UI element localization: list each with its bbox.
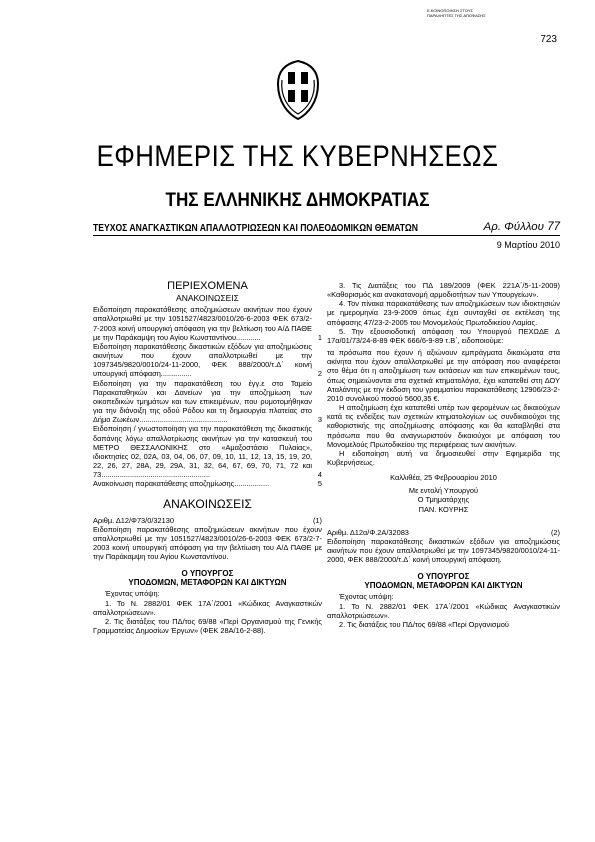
ministry-name-1: ΥΠΟΔΟΜΩΝ, ΜΕΤΑΦΟΡΩΝ ΚΑΙ ΔΙΚΤΥΩΝ <box>128 578 287 588</box>
toc-heading: ΠΕΡΙΕΧΟΜΕΝΑ <box>167 280 248 292</box>
header-rule <box>93 235 560 236</box>
deposit-note: Η αποζημίωση έχει κατατεθεί υπέρ των φερομένων ως δικαιούχων κατά τις ενδείξεις των σχετικών κτηματολογίων ως συνδικαιούχοι της καθοριστικής της αποζημίωσης απόφασης και θα καταβληθεί στα πρόσωπα που θα αναγνωριστούν δικαιούχοι με απόφαση του Μονομελούς Πρωτοδικείου της περιφέρειας των ακινήτων. <box>327 403 560 449</box>
signature-date: Καλλιθέα, 25 Φεβρουαρίου 2010 <box>390 473 497 483</box>
publish-note: Η ειδοποίηση αυτή να δημοσιευθεί στην Εφημερίδα της Κυβερνήσεως. <box>327 448 560 467</box>
greek-coat-of-arms-icon <box>274 58 322 122</box>
toc-item[interactable]: Ειδοποίηση / γνωστοποίηση για την παρακατάθεση της δικαστικής δαπάνης λόγω απαλλοτρίωσης ακινήτων για την κατασκευή του ΜΕΤΡΟ ΘΕΣΣΑΛΟΝΙΚΗΣ στο «Αμαξοστάσιο Πυλαίας», ιδιοκτησίες 02, 02Α, 03, 04, 06, 07, 09, 10, 11, 12, 13, 15, 19, 20, 22, 26, 27, 28Α, 29, 29Α, 31, 32, 64, 67, 69, 70, 71, 72 και 73..................................................... 4 <box>93 424 322 480</box>
signature-line-2: Ο Τμηματάρχης <box>417 495 470 505</box>
having-regard-2: Έχοντας υπόψη: <box>339 592 394 602</box>
ministry-name-2: ΥΠΟΔΟΜΩΝ, ΜΕΤΑΦΟΡΩΝ ΚΑΙ ΔΙΚΤΥΩΝ <box>364 581 523 591</box>
right-column <box>327 281 560 629</box>
left-column <box>93 279 322 635</box>
clause-4: 4. Τον πίνακα παρακατάθεσης των αποζημιώσεων των ιδιοκτησιών με ημερομηνία 23-9-2009 όπως έχει συνταχθεί σε εκτέλεση της απόφασης 47/23-2-2005 του Μονομελούς Πρωτοδικείου Λαμίας. <box>327 299 560 327</box>
toc-item[interactable]: Ανακοίνωση παρακατάθεσης αποζημίωσης................. 5 <box>93 479 322 489</box>
toc-item[interactable]: Ειδοποίηση παρακατάθεσης δικαστικών εξόδων για αποζημιώσεις ακινήτων που έχουν απαλλοτριωθεί με την 1097345/9820/0010/24-11-2000, ΦΕΚ 888/2000/τ.Δ΄ κοινή υπουργική απόφαση............... 2 <box>93 341 322 379</box>
having-regard-1: Έχοντας υπόψη: <box>105 589 160 599</box>
ref-line-2: Αριθμ. Δ12α/Φ.2Α/32083 (2) <box>327 527 560 537</box>
gazette-title: ΕΦΗΜΕΡΙΣ ΤΗΣ ΚΥΒΕΡΝΗΣΕΩΣ <box>96 140 499 173</box>
signature-name: ΠΑΝ. ΚΟΥΡΗΣ <box>418 504 469 514</box>
clause-2: 2. Τις διατάξεις του ΠΔ/τος 69/88 «Περί Οργανισμού της Γενικής Γραμματείας Δημοσίων Έργων» (ΦΕΚ 28Α/16-2-88). <box>93 616 322 635</box>
issue-number: Αρ. Φύλλου 77 <box>483 221 560 233</box>
clause-1: 1. Το Ν. 2882/01 ΦΕΚ 17Α΄/2001 «Κώδικας Αναγκαστικών απαλλοτριώσεων». <box>93 598 322 617</box>
minister-title-2: Ο ΥΠΟΥΡΓΟΣ <box>417 572 470 582</box>
notice-1-summary: Ειδοποίηση παρακατάθεσης αποζημιώσεων ακινήτων που έχουν απαλλοτριωθεί με την 1051527/4823/0010/26-6-2003 ΦΕΚ 673/2-7-2003 κοινή υπουργική απόφαση για την βελτίωση του Α/Δ ΠΑΘΕ με την Παράκαμψη του Αγίου Κωνσταντίνου. <box>93 524 322 562</box>
toc-item[interactable]: Ειδοποίηση για την παρακατάθεση του έγγ.ε στο Ταμείο Παρακαταθηκών και Δανείων για την αποζημίωση των οικοπεδικών τμημάτων και των επικειμένων, που ρυμοτομήθηκαν για την διάνοιξη της οδού Ρόδου και τη δημιουργία πλατείας στο Δήμο Ζωκέων........................................... 3 <box>93 378 322 425</box>
clause-5: 5. Την εξουσιοδοτική απόφαση του Υπουργού ΠΕΧΩΔΕ Δ 17α/01/73/24-8-89 ΦΕΚ 666/6-9-89 τ.Β΄, ειδοποιούμε: <box>327 326 560 345</box>
clause-r1: 1. Το Ν. 2882/01 ΦΕΚ 17Α΄/2001 «Κώδικας Αναγκαστικών απαλλοτριώσεων». <box>327 601 560 620</box>
gazette-subtitle: ΤΗΣ ΕΛΛΗΝΙΚΗΣ ΔΗΜΟΚΡΑΤΙΑΣ <box>165 190 430 211</box>
minister-title-1: Ο ΥΠΟΥΡΓΟΣ <box>181 569 234 579</box>
toc-item[interactable]: Ειδοποίηση παρακατάθεσης αποζημιώσεων ακινήτων που έχουν απαλλοτριωθεί με την 1051527/4823/0010/26-6-2003 ΦΕΚ 673/2-7-2003 κοινή υπουργική απόφαση για την βελτίωση του Α/Δ ΠΑΘΕ με την Παράκαμψη του Αγίου Κωνσταντίνου............ 1 <box>93 305 322 342</box>
clause-r2: 2. Τις διατάξεις του ΠΔ/τος 69/88 «Περί Οργανισμού <box>339 619 509 629</box>
section-heading: ΑΝΑΚΟΙΝΩΣΕΙΣ <box>163 497 252 512</box>
notice-2-summary: Ειδοποίηση παρακατάθεσης δικαστικών εξόδων για αποζημιώσεις ακινήτων που έχουν απαλλοτριωθεί με την 1097345/9820/0010/24-11-2000, ΦΕΚ 888/2000/τ.Δ΄ κοινή υπουργική απόφαση. <box>327 536 560 565</box>
stamp-note: Ε.ΚΟΙΝΟΠΟΙΗΣΗ ΣΤΟΥΣ ΠΑΡΑΛΗΠΤΕΣ ΤΗΣ ΑΠΟΦΑΣΗΣ <box>427 8 486 18</box>
signature-line-1: Με εντολή Υπουργού <box>408 486 479 496</box>
ref-line-1: Αριθμ. Δ12/Φ73/0/32130 (1) <box>93 515 322 525</box>
notice-body: τα πρόσωπα που έχουν ή αξιώνουν εμπράγματα δικαιώματα στα ακίνητα που έχουν απαλλοτριωθεί με την απόφαση που αναφέρεται στο θέμα ότι η αποζημίωση των εκτάσεων και των επικειμένων τους, όπως σημειώνονται στα σχετικά κτηματολόγια, έχει κατατεθεί στη ΔΟΥ Αταλάντης με την έκδοση του γραμματίου παρακατάθεσης 12906/23-2-2010 συνολικού ποσού 5600,35 €. <box>327 348 560 403</box>
toc-subheading: ΑΝΑΚΟΙΝΩΣΕΙΣ <box>176 293 239 304</box>
page-number: 723 <box>540 34 557 45</box>
issue-date: 9 Μαρτίου 2010 <box>496 240 560 250</box>
clause-3: 3. Τις Διατάξεις του ΠΔ 189/2009 (ΦΕΚ 221Α΄/5-11-2009) «Καθορισμός και ανακατανομή αρμοδιοτήτων των Υπουργείων». <box>327 281 560 300</box>
series-name: ΤΕΥΧΟΣ ΑΝΑΓΚΑΣΤΙΚΩΝ ΑΠΑΛΛΟΤΡΙΩΣΕΩΝ ΚΑΙ ΠΟΛΕΟΔΟΜΙΚΩΝ ΘΕΜΑΤΩΝ <box>93 223 419 234</box>
